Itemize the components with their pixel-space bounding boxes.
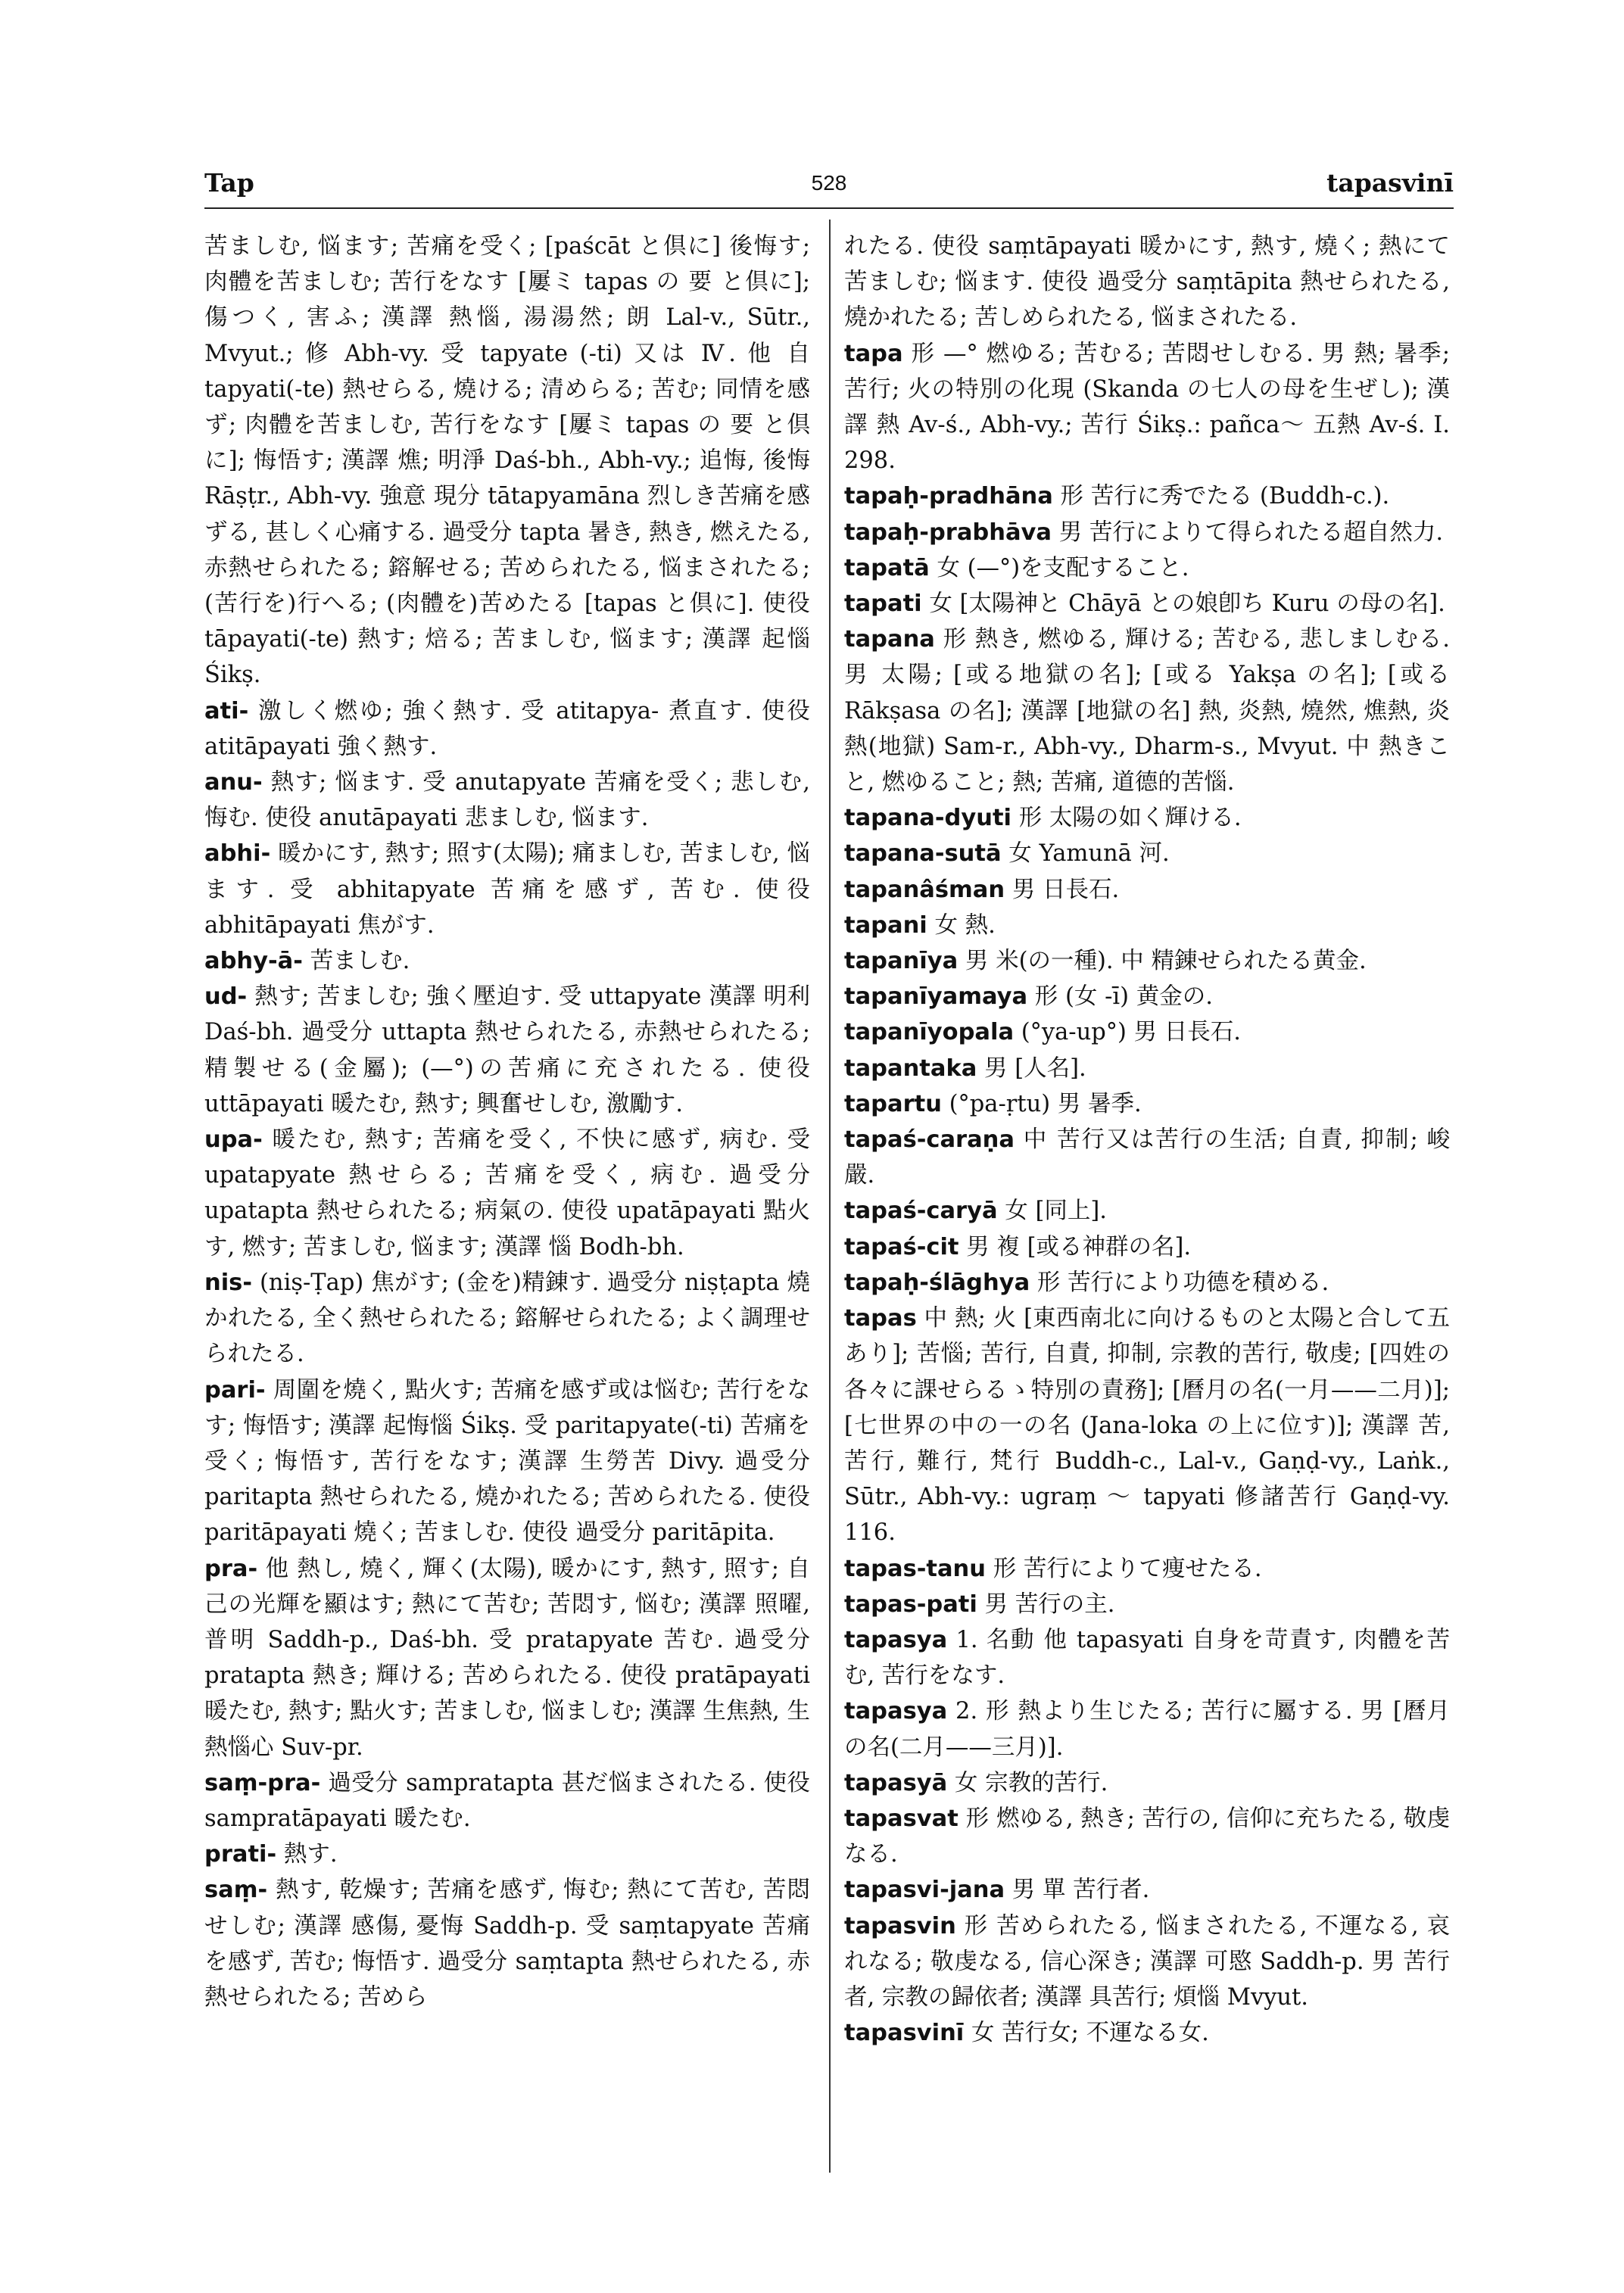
dictionary-entry: [844, 1622, 1450, 1693]
dictionary-entry: [844, 478, 1450, 514]
dictionary-entry: [844, 515, 1450, 550]
entry-definition: 女 宗教的苦行.: [954, 1769, 1108, 1796]
entry-headword: tapana: [844, 626, 935, 653]
page-header: [204, 168, 1454, 210]
entry-headword: tapa: [844, 340, 903, 367]
entry-definition: 中 熱; 火 [東西南北に向けるものと太陽と合して五あり]; 苦惱; 苦行, 自責, 抑制, 宗教的苦行, 敬虔; [四姓の各々に課せらるゝ特別の責務]; [曆月の名(一月——二月)]; [七世界の中の一の名 (Jana-loka の上に位す)]; 漢譯 苦, 苦行, 難行, 梵行 Buddh-c., Lal-v., Gaṇḍ-vy., Laṅk., Sūtr., Abh-vy.: ugraṃ 〜 tapyati 修諸苦行 Gaṇḍ-vy. 116.: [844, 1305, 1450, 1547]
dictionary-entry: [204, 1265, 810, 1372]
dictionary-entry: [844, 586, 1450, 622]
entry-headword: tapaḥ-ślāghya: [844, 1269, 1030, 1296]
entry-definition: 中 苦行又は苦行の生活; 自責, 抑制; 峻嚴.: [844, 1126, 1450, 1189]
entry-definition: 男 苦行によりて得られたる超自然力.: [1058, 519, 1444, 546]
dictionary-entry: [844, 1908, 1450, 2016]
dictionary-entry: [844, 1229, 1450, 1265]
entry-headword: upa-: [204, 1126, 263, 1154]
dictionary-entry: [844, 550, 1450, 586]
dictionary-entry: [844, 1086, 1450, 1122]
entry-definition: 女 熱.: [934, 911, 996, 939]
entry-headword: tapas: [844, 1305, 917, 1332]
entry-headword: ud-: [204, 983, 248, 1011]
dictionary-entry: [204, 765, 810, 836]
entry-definition: 女 苦行女; 不運なる女.: [971, 2020, 1209, 2047]
dictionary-entry: [204, 836, 810, 943]
dictionary-entry: [844, 1801, 1450, 1872]
dictionary-entry: [844, 800, 1450, 836]
entry-headword: saṃ-pra-: [204, 1769, 321, 1796]
entry-headword: tapasya: [844, 1698, 948, 1725]
entry-headword: tapaś-cit: [844, 1233, 959, 1260]
entry-definition: 女 [同上].: [1005, 1198, 1107, 1225]
entry-definition: れたる. 使役 saṃtāpayati 暖かにす, 熱す, 燒く; 熱にて苦ましむ; 悩ます. 使役 過受分 saṃtāpita 熱せられたる, 燒かれたる; 苦しめられたる, 悩まされたる.: [844, 233, 1450, 332]
header-rule: [204, 207, 1454, 209]
entry-definition: 暖かにす, 熱す; 照す(太陽); 痛ましむ, 苦ましむ, 悩ます. 受 abhitapyate 苦痛を感ず, 苦む. 使役 abhitāpayati 焦がす.: [204, 840, 810, 939]
entry-definition: 激しく燃ゆ; 強く熱す. 受 atitapya- 煮直す. 使役 atitāpayati 強く熱す.: [204, 697, 810, 760]
entry-definition: 男 [人名].: [984, 1055, 1086, 1082]
page-number: 528: [811, 171, 847, 195]
header-left-guide-word: Tap: [204, 168, 254, 198]
dictionary-entry: [844, 1693, 1450, 1765]
dictionary-entry: [204, 693, 810, 765]
entry-headword: tapanīyopala: [844, 1019, 1015, 1046]
entry-definition: 熱す; 悩ます. 受 anutapyate 苦痛を受く; 悲しむ, 悔む. 使役 anutāpayati 悲ましむ, 悩ます.: [204, 769, 810, 832]
dictionary-entry: [844, 1193, 1450, 1229]
entry-headword: prati-: [204, 1841, 277, 1868]
column-divider: [829, 220, 831, 2173]
entry-definition: 形 苦行により功德を積める.: [1036, 1269, 1329, 1296]
entry-definition: 周圍を燒く, 點火す; 苦痛を感ず或は悩む; 苦行をなす; 悔悟す; 漢譯 起悔惱 Śikṣ. 受 paritapyate(-ti) 苦痛を受く; 悔悟す, 苦行をなす; 漢譯 生勞苦 Divy. 過受分 paritapta 熱せられたる, 燒かれたる; 苦められたる. 使役 paritāpayati 燒く; 苦ましむ. 使役 過受分 paritāpita.: [204, 1376, 810, 1547]
entry-headword: abhi-: [204, 840, 271, 868]
entry-headword: tapaḥ-prabhāva: [844, 519, 1052, 546]
entry-definition: (niṣ-Ṭap) 焦がす; (金を)精錬す. 過受分 niṣṭapta 燒かれたる, 全く熱せられたる; 鎔解せられたる; よく調理せられたる.: [204, 1269, 811, 1368]
entry-headword: tapana-dyuti: [844, 805, 1011, 832]
dictionary-entry: [844, 1551, 1450, 1587]
entry-definition: 形 熱き, 燃ゆる, 輝ける; 苦むる, 悲しましむる. 男 太陽; [或る地獄の名]; [或る Yakṣa の名]; [或る Rākṣasa の名]; 漢譯 [地獄の名] 熱, 炎熱, 燒然, 燋熱, 炎熱(地獄) Sam-r., Abh-vy., Dharm-s., Mvyut. 中 熱きこと, 燃ゆること; 熱; 苦痛, 道德的苦惱.: [844, 626, 1451, 796]
dictionary-entry: [844, 1587, 1450, 1622]
entry-definition: 2. 形 熱より生じたる; 苦行に屬する. 男 [曆月の名(二月——三月)].: [844, 1698, 1450, 1761]
entry-headword: pari-: [204, 1376, 266, 1404]
dictionary-entry: [204, 1122, 810, 1265]
entry-definition: 熱す.: [283, 1841, 338, 1868]
entry-definition: 男 單 苦行者.: [1011, 1877, 1150, 1904]
entry-headword: pra-: [204, 1555, 258, 1582]
dictionary-entry: [204, 1765, 810, 1837]
entry-definition: 他 熱し, 燒く, 輝く(太陽), 暖かにす, 熱す, 照す; 自己の光輝を顯はす; 熱にて苦む; 苦悶す, 悩む; 漢譯 照曜, 普明 Saddh-p., Daś-bh. 受 pratapyate 苦む. 過受分 pratapta 熱き; 輝ける; 苦められたる. 使役 pratāpayati 暖たむ, 熱す; 點火す; 苦ましむ, 悩ましむ; 漢譯 生焦熱, 生熱惱心 Suv-pr.: [204, 1555, 810, 1761]
entry-headword: tapatā: [844, 554, 930, 581]
dictionary-entry: [844, 1014, 1450, 1050]
dictionary-entry: [204, 979, 810, 1122]
entry-headword: tapasyā: [844, 1769, 948, 1796]
entry-headword: tapani: [844, 911, 927, 939]
dictionary-entry: [844, 2015, 1450, 2051]
entry-headword: tapartu: [844, 1090, 942, 1117]
entry-headword: nis-: [204, 1269, 252, 1296]
entry-definition: 熱す, 乾燥す; 苦痛を感ず, 悔む; 熱にて苦む, 苦悶せしむ; 漢譯 感傷, 憂悔 Saddh-p. 受 saṃtapyate 苦痛を感ず, 苦む; 悔悟す. 過受分 saṃtapta 熱せられたる, 赤熱せられたる; 苦めら: [204, 1877, 810, 2011]
entry-definition: 1. 名動 他 tapasyati 自身を苛責す, 肉體を苦む, 苦行をなす.: [844, 1626, 1450, 1690]
entry-definition: 形 苦行に秀でたる (Buddh-c.).: [1060, 483, 1390, 510]
entry-headword: tapasvinī: [844, 2020, 965, 2047]
dictionary-entry: [844, 1051, 1450, 1086]
dictionary-entry: [844, 1765, 1450, 1801]
entry-headword: tapasvin: [844, 1912, 956, 1939]
entry-definition: 形 苦められたる, 悩まされたる, 不運なる, 哀れなる; 敬虔なる, 信心深き; 漢譯 可愍 Saddh-p. 男 苦行者, 宗教の歸依者; 漢譯 具苦行; 煩惱 Mvyut.: [844, 1912, 1450, 2011]
entry-headword: abhy-ā-: [204, 948, 303, 975]
entry-definition: 男 苦行の主.: [984, 1590, 1115, 1618]
entry-headword: tapantaka: [844, 1055, 977, 1082]
right-column: [844, 229, 1450, 2051]
entry-headword: tapas-tanu: [844, 1555, 986, 1582]
entry-headword: tapana-sutā: [844, 840, 1002, 868]
entry-definition: (°ya-up°) 男 日長石.: [1021, 1019, 1242, 1046]
entry-definition: 男 米(の一種). 中 精錬せられたる黄金.: [965, 948, 1367, 975]
entry-headword: anu-: [204, 769, 263, 796]
entry-definition: 暖たむ, 熱す; 苦痛を受く, 不快に感ず, 病む. 受 upatapyate 熱せらる; 苦痛を受く, 病む. 過受分 upatapta 熱せられたる; 病氣の. 使役 upatāpayati 點火す, 燃す; 苦ましむ, 悩ます; 漢譯 惱 Bodh-bh.: [204, 1126, 810, 1260]
entry-definition: 男 複 [或る神群の名].: [966, 1233, 1192, 1260]
dictionary-entry: [204, 229, 810, 693]
entry-definition: 女 Yamunā 河.: [1008, 840, 1170, 868]
entry-headword: tapaś-caryā: [844, 1198, 998, 1225]
entry-definition: 女 [太陽神と Chāyā との娘卽ち Kuru の母の名].: [929, 590, 1445, 618]
entry-headword: saṃ-: [204, 1877, 268, 1904]
dictionary-entry: [844, 229, 1450, 336]
entry-headword: tapas-pati: [844, 1590, 977, 1618]
header-right-guide-word: tapasvinī: [1326, 168, 1454, 198]
entry-definition: (°pa-ṛtu) 男 暑季.: [949, 1090, 1142, 1117]
entry-headword: tapanīya: [844, 948, 959, 975]
entry-definition: 形 —° 燃ゆる; 苦むる; 苦悶せしむる. 男 熱; 暑季; 苦行; 火の特別の化現 (Skanda の七人の母を生ぜし); 漢譯 熱 Av-ś., Abh-vy.; 苦行 Śikṣ.: pañca〜 五熱 Av-ś. I. 298.: [844, 340, 1450, 475]
dictionary-entry: [844, 872, 1450, 908]
dictionary-entry: [844, 1122, 1450, 1193]
dictionary-entry: [844, 336, 1450, 479]
dictionary-entry: [844, 836, 1450, 871]
entry-definition: 女 (—°)を支配すること.: [937, 554, 1189, 581]
entry-headword: tapaś-caraṇa: [844, 1126, 1015, 1154]
entry-headword: tapati: [844, 590, 922, 618]
dictionary-entry: [204, 1872, 810, 2015]
dictionary-entry: [204, 1837, 810, 1872]
entry-headword: tapasya: [844, 1626, 948, 1653]
entry-headword: tapanâśman: [844, 876, 1005, 903]
entry-headword: tapanīyamaya: [844, 983, 1028, 1011]
dictionary-entry: [844, 1265, 1450, 1301]
entry-definition: 男 日長石.: [1011, 876, 1120, 903]
entry-definition: 苦ましむ, 悩ます; 苦痛を受く; [paścāt と倶に] 後悔す; 肉體を苦ましむ; 苦行をなす [屢ミ tapas の 要 と倶に]; 傷つく, 害ふ; 漢譯 熱惱, 湯湯然; 朗 Lal-v., Sūtr., Mvyut.; 修 Abh-vy. 受 tapyate (-ti) 又は Ⅳ. 他 自 tapyati(-te) 熱せらる, 燒ける; 清めらる; 苦む; 同情を感ず; 肉體を苦ましむ, 苦行をなす [屢ミ tapas の 要 と倶に]; 悔悟す; 漢譯 燋; 明淨 Daś-bh., Abh-vy.; 追悔, 後悔 Rāṣṭr., Abh-vy. 強意 現分 tātapyamāna 烈しき苦痛を感ずる, 甚しく心痛する. 過受分 tapta 暑き, 熱き, 燃えたる, 赤熱せられたる; 鎔解せる; 苦められたる, 悩まされたる; (苦行を)行へる; (肉體を)苦めたる [tapas と倶に]. 使役 tāpayati(-te) 熱す; 焙る; 苦ましむ, 悩ます; 漢譯 起惱 Śikṣ.: [204, 233, 810, 689]
entry-headword: tapasvat: [844, 1805, 959, 1832]
dictionary-entry: [204, 1551, 810, 1765]
entry-definition: 形 太陽の如く輝ける.: [1018, 805, 1242, 832]
dictionary-entry: [844, 979, 1450, 1014]
dictionary-entry: [204, 943, 810, 979]
dictionary-entry: [844, 622, 1450, 800]
entry-definition: 熱す; 苦ましむ; 強く壓迫す. 受 uttapyate 漢譯 明利 Daś-bh. 過受分 uttapta 熱せられたる, 赤熱せられたる; 精製せる(金屬); (—°)の苦痛に充されたる. 使役 uttāpayati 暖たむ, 熱す; 興奮せしむ, 激勵す.: [204, 983, 810, 1117]
entry-definition: 形 苦行によりて痩せたる.: [993, 1555, 1262, 1582]
dictionary-entry: [844, 1872, 1450, 1908]
dictionary-entry: [844, 943, 1450, 979]
left-column: [204, 229, 810, 2015]
entry-definition: 形 (女 -ī) 黄金の.: [1034, 983, 1213, 1011]
entry-definition: 過受分 sampratapta 甚だ悩まされたる. 使役 sampratāpayati 暖たむ.: [204, 1769, 810, 1832]
dictionary-entry: [844, 1301, 1450, 1550]
entry-headword: tapasvi-jana: [844, 1877, 1005, 1904]
entry-definition: 苦ましむ.: [310, 948, 410, 975]
dictionary-entry: [844, 908, 1450, 943]
entry-headword: ati-: [204, 697, 249, 724]
entry-definition: 形 燃ゆる, 熱き; 苦行の, 信仰に充ちたる, 敬虔なる.: [844, 1805, 1450, 1868]
dictionary-entry: [204, 1372, 810, 1551]
entry-headword: tapaḥ-pradhāna: [844, 483, 1053, 510]
